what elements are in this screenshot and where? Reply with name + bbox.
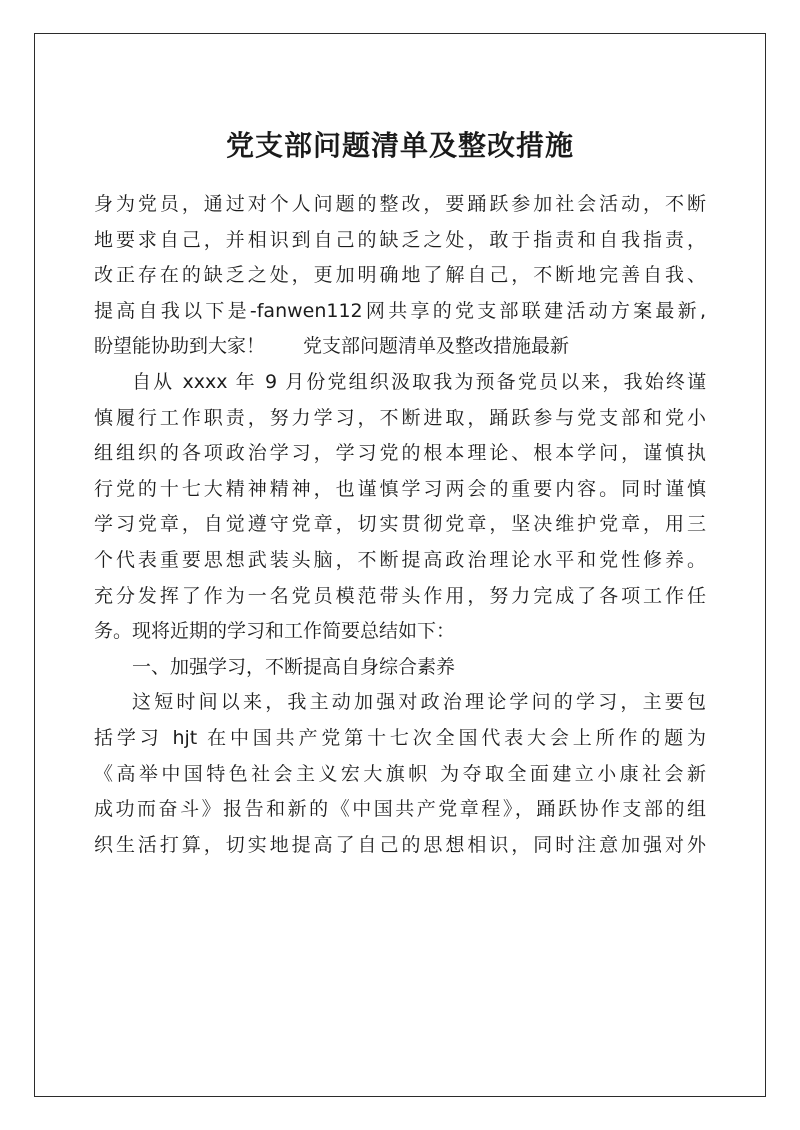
body-text-line: 自从 xxxx 年 9 月份党组织汲取我为预备党员以来，我始终谨 <box>132 370 706 393</box>
body-text-line: 《高举中国特色社会主义宏大旗帜 为夺取全面建立小康社会新 <box>94 762 706 785</box>
body-text-line: 慎履行工作职责，努力学习，不断进取，踊跃参与党支部和党小 <box>94 406 706 429</box>
document-title: 党支部问题清单及整改措施 <box>225 129 574 162</box>
body-text-line: 组组织的各项政治学习，学习党的根本理论、根本学问，谨慎执 <box>94 442 706 465</box>
body-text-line: 一、加强学习，不断提高自身综合素养 <box>132 655 456 678</box>
body-text-line: 地要求自己，并相识到自己的缺乏之处，敢于指责和自我指责， <box>94 228 706 251</box>
body-text-line: 括学习 hjt 在中国共产党第十七次全国代表大会上所作的题为 <box>94 726 706 749</box>
body-text-line: 织生活打算，切实地提高了自己的思想相识，同时注意加强对外 <box>94 833 706 856</box>
body-text-line: 这短时间以来，我主动加强对政治理论学问的学习，主要包 <box>132 691 706 714</box>
body-text-line: 改正存在的缺乏之处，更加明确地了解自己，不断地完善自我、 <box>94 264 706 287</box>
body-text-line: 充分发挥了作为一名党员模范带头作用，努力完成了各项工作任 <box>94 584 706 607</box>
body-text-line: 个代表重要思想武装头脑，不断提高政治理论水平和党性修养。 <box>94 548 706 571</box>
document-body <box>94 187 706 863</box>
body-text-line: 务。现将近期的学习和工作简要总结如下： <box>94 620 456 643</box>
body-text-line: 盼望能协助到大家！ 党支部问题清单及整改措施最新 <box>94 335 570 358</box>
body-text-line: 提高自我以下是-fanwen112网共享的党支部联建活动方案最新, <box>94 299 706 322</box>
body-text-line: 学习党章，自觉遵守党章，切实贯彻党章，坚决维护党章，用三 <box>94 513 706 536</box>
body-text-line: 成功而奋斗》报告和新的《中国共产党章程》，踊跃协作支部的组 <box>94 798 706 821</box>
body-text-line: 行党的十七大精神精神，也谨慎学习两会的重要内容。同时谨慎 <box>94 477 706 500</box>
body-text-line: 身为党员，通过对个人问题的整改，要踊跃参加社会活动，不断 <box>94 193 706 215</box>
